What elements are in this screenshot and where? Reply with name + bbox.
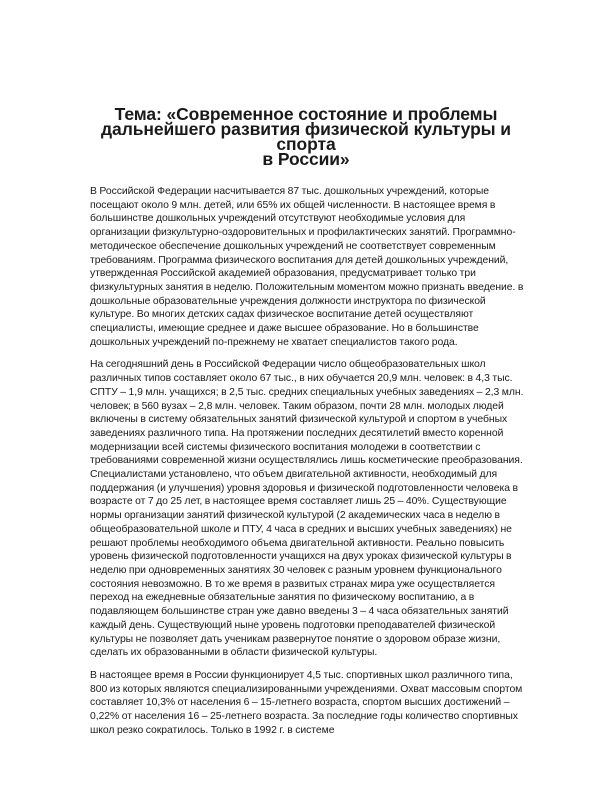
title-line-1: Тема: «Современное состояние и проблемы xyxy=(114,104,498,124)
title-line-3: в России» xyxy=(262,149,350,169)
paragraph-sport-schools: В настоящее время в России функционирует 4,5 тыс. спортивных школ различного типа, 800 из которых являются специализированными учреждениями. Охват массовым спортом составляет 10,3% от населения 6 – 15-летнего возраста, спортом высших достижений – 0,22% от населения 16 – 25-летнего возраста. За последние годы количество спортивных школ резко сократилось. Только в 1992 г. в системе xyxy=(90,669,523,736)
title-line-2: дальнейшего развития физической культуры и спорта xyxy=(101,119,511,154)
page-title xyxy=(80,104,532,169)
document-body xyxy=(90,185,524,746)
paragraph-schools: На сегодняшний день в Российской Федерации число общеобразовательных школ различных типов составляет около 67 тыс., в них обучается 20,9 млн. человек: в 4,3 тыс. СПТУ – 1,9 млн. учащихся; в 2,5 тыс. средних специальных учебных заведениях – 2,3 млн. человек; в 560 вузах – 2,8 млн. человек. Таким образом, почти 28 млн. молодых людей включены в систему обязательных занятий физической культурой и спортом в учебных заведениях различного типа. На протяжении последних десятилетий вместо коренной модернизации всей системы физического воспитания молодежи в соответствии с требованиями современной жизни осуществлялись лишь косметические преобразования. Специалистами установлено, что объем двигательной активности, необходимый для поддержания (и улучшения) уровня здоровья и физической подготовленности человека в возрасте от 7 до 25 лет, в настоящее время составляет лишь 25 – 40%. Существующие нормы организации занятий физической культурой (2 академических часа в неделю в общеобразовательной школе и ПТУ, 4 часа в средних и высших учебных заведениях) не решают проблемы необходимого объема двигательной активности. Реально повысить уровень физической подготовленности учащихся на двух уроках физической культуры в неделю при одновременных занятиях 30 человек с разным уровнем функционального состояния невозможно. В то же время в развитых странах мира уже осуществляется переход на ежедневные обязательные занятия по физическому воспитанию, а в подавляющем большинстве стран уже давно введены 3 – 4 часа обязательных занятий каждый день. Существующий ныне уровень подготовки преподавателей физической культуры не позволяет дать ученикам развернутое понятие о здоровом образе жизни, сделать их образованными в области физической культуры. xyxy=(90,359,524,659)
paragraph-preschool: В Российской Федерации насчитывается 87 тыс. дошкольных учреждений, которые посещают около 9 млн. детей, или 65% их общей численности. В настоящее время в большинстве дошкольных учреждений отсутствуют необходимые условия для организации физкультурно-оздоровительных и профилактических занятий. Программно-методическое обеспечение дошкольных учреждений не соответствует современным требованиям. Программа физического воспитания для детей дошкольных учреждений, утвержденная Российской академией образования, предусматривает только три физкультурных занятия в неделю. Положительным моментом можно признать введение. в дошкольные образовательные учреждения должности инструктора по физической культуре. Во многих детских садах физическое воспитание детей осуществляют специалисты, имеющие среднее и даже высшее образование. Но в большинстве дошкольных учреждений по-прежнему не хватает специалистов такого рода. xyxy=(90,186,524,348)
